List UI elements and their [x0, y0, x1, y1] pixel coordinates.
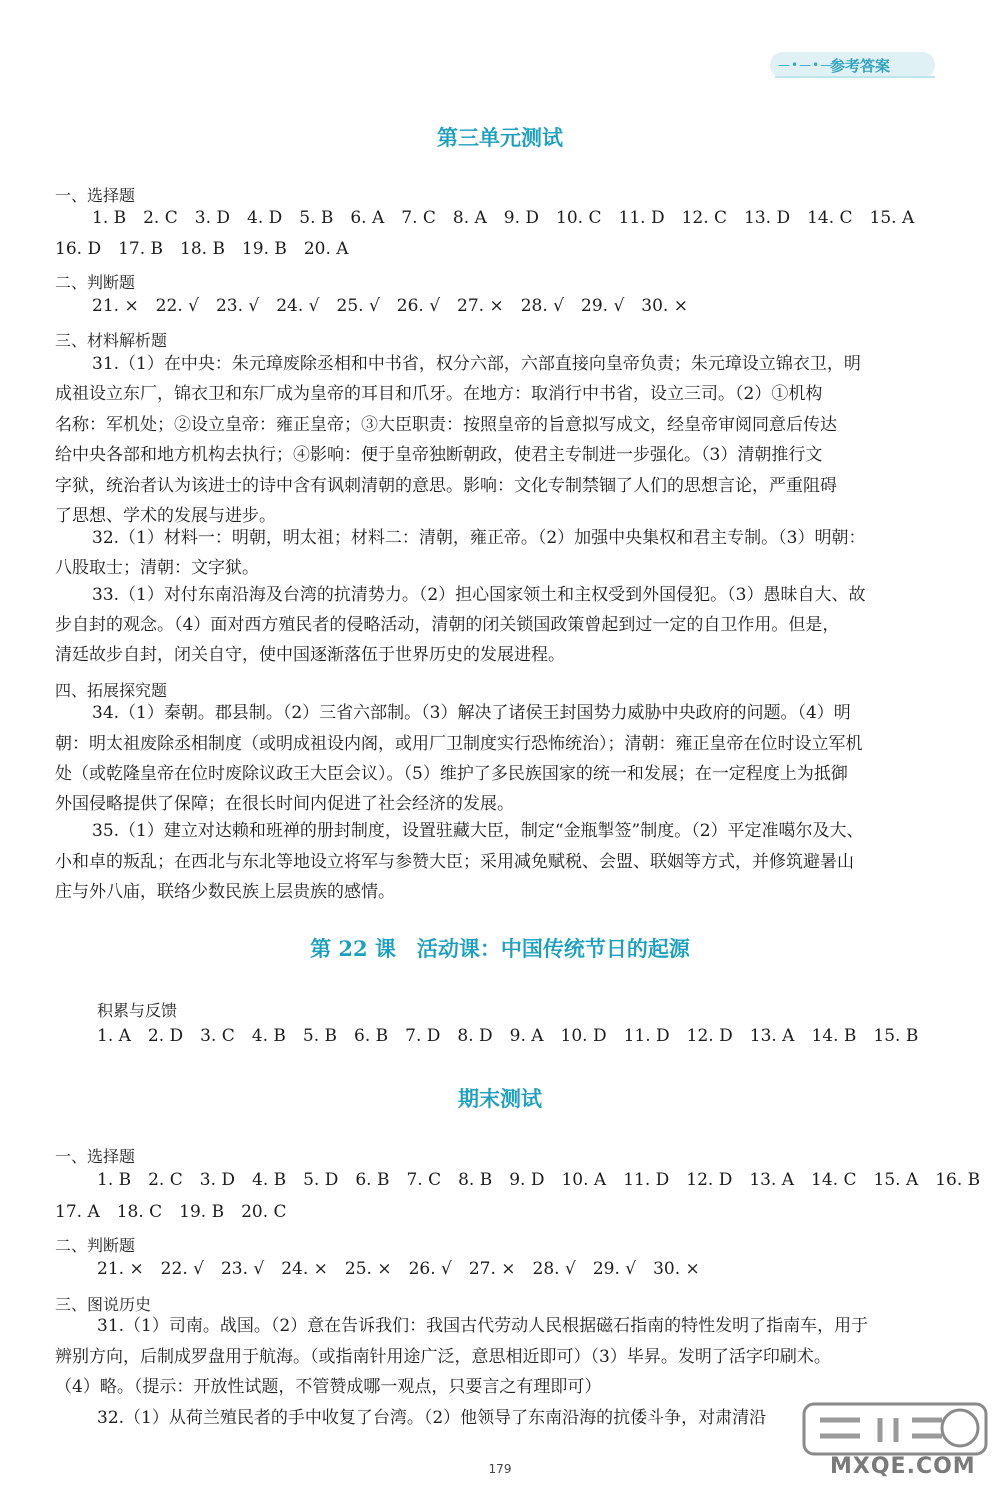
- q31-line: 给中央各部和地方机构去执行；④影响：便于皇帝独断朝政，使君主专制进一步强化。（3）清朝推行文: [55, 445, 823, 465]
- unit3-choice-answers-2: 16. D 17. B 18. B 19. B 20. A: [55, 239, 349, 259]
- final-choice-answers-2: 17. A 18. C 19. B 20. C: [55, 1202, 287, 1222]
- unit3-judge-answers: 21. × 22. √ 23. √ 24. √ 25. √ 26. √ 27. × 28. √ 29. √ 30. ×: [92, 296, 688, 316]
- unit3-judge-heading: 二、判断题: [55, 273, 136, 292]
- unit3-choice-answers-1: 1. B 2. C 3. D 4. D 5. B 6. A 7. C 8. A 9. D 10. C 11. D 12. C 13. D 14. C 15. A: [92, 208, 915, 228]
- answer-key-badge: [770, 52, 935, 78]
- q31-line: 成祖设立东厂，锦衣卫和东厂成为皇帝的耳目和爪牙。在地方：取消行中书省，设立三司。（2）①机构: [55, 384, 823, 404]
- watermark-site-text: MXQE.COM: [830, 1454, 976, 1479]
- q31-line: 31.（1）在中央：朱元璋废除丞相和中书省，权分六部，六部直接向皇帝负责；朱元璋设立锦衣卫，明: [92, 354, 861, 374]
- q34-line: 朝：明太祖废除丞相制度（或明成祖设内阁，或用厂卫制度实行恐怖统治）；清朝：雍正皇帝在位时设立军机: [55, 734, 863, 754]
- unit3-choice-heading: 一、选择题: [55, 186, 136, 205]
- lesson22-sub-heading: 积累与反馈: [97, 1001, 178, 1020]
- final-choice-heading: 一、选择题: [55, 1147, 136, 1166]
- q33-line: 33.（1）对付东南沿海及台湾的抗清势力。（2）担心国家领土和主权受到外国侵犯。（3）愚昧自大、故: [92, 585, 866, 605]
- lesson22-answers: 1. A 2. D 3. C 4. B 5. B 6. B 7. D 8. D 9. A 10. D 11. D 12. D 13. A 14. B 15. B: [97, 1026, 919, 1046]
- lesson22-title: 第 22 课 活动课：中国传统节日的起源: [310, 936, 690, 961]
- final-judge-answers: 21. × 22. √ 23. √ 24. × 25. × 26. √ 27. × 28. √ 29. √ 30. ×: [97, 1259, 700, 1279]
- header-rule: [775, 76, 935, 78]
- q34-line: 34.（1）秦朝。郡县制。（2）三省六部制。（3）解决了诸侯王封国势力威胁中央政府的问题。（4）明: [92, 703, 851, 723]
- q33-line: 清廷故步自封，闭关自守，使中国逐渐落伍于世界历史的发展进程。: [55, 645, 565, 665]
- final-judge-heading: 二、判断题: [55, 1236, 136, 1255]
- final-q31-line: 辨别方向，后制成罗盘用于航海。（或指南针用途广泛，意思相近即可）（3）毕昇。发明了活字印刷术。: [55, 1347, 831, 1367]
- page-number: 179: [488, 1462, 512, 1476]
- q35-line: 小和卓的叛乱；在西北与东北等地设立将军与参赞大臣；采用减免赋税、会盟、联姻等方式，并修筑避暑山: [55, 852, 854, 872]
- q31-line: 字狱，统治者认为该进士的诗中含有讽刺清朝的意思。影响：文化专制禁锢了人们的思想言论，严重阻碍: [55, 476, 837, 496]
- q32-line: 32.（1）材料一：明朝，明太祖；材料二：清朝，雍正帝。（2）加强中央集权和君主专制。（3）明朝：: [92, 528, 866, 548]
- q35-line: 35.（1）建立对达赖和班禅的册封制度，设置驻藏大臣，制定“金瓶掣签”制度。（2）平定准噶尔及大、: [92, 821, 864, 841]
- badge-decoration: —•—•—: [778, 58, 834, 72]
- q32-line: 八股取士；清朝：文字狱。: [55, 558, 259, 578]
- q35-line: 庄与外八庙，联络少数民族上层贵族的感情。: [55, 882, 395, 902]
- final-choice-answers-1: 1. B 2. C 3. D 4. B 5. D 6. B 7. C 8. B 9. D 10. A 11. D 12. D 13. A 14. C 15. A 16. B: [97, 1170, 981, 1190]
- final-q31-line: 31.（1）司南。战国。（2）意在告诉我们：我国古代劳动人民根据磁石指南的特性发明了指南车，用于: [97, 1316, 869, 1336]
- final-title: 期末测试: [458, 1086, 542, 1111]
- final-picture-heading: 三、图说历史: [55, 1295, 152, 1314]
- q33-line: 步自封的观念。（4）面对西方殖民者的侵略活动，清朝的闭关锁国政策曾起到过一定的自卫作用。但是，: [55, 615, 840, 635]
- unit3-title: 第三单元测试: [437, 125, 563, 150]
- q34-line: 外国侵略提供了保障；在很长时间内促进了社会经济的发展。: [55, 794, 514, 814]
- badge-label: 参考答案: [830, 57, 891, 75]
- q34-line: 处（或乾隆皇帝在位时废除议政王大臣会议）。（5）维护了多民族国家的统一和发展；在一定程度上为抵御: [55, 764, 848, 784]
- unit3-material-heading: 三、材料解析题: [55, 331, 168, 350]
- q31-line: 了思想、学术的发展与进步。: [55, 506, 276, 526]
- q31-line: 名称：军机处；②设立皇帝：雍正皇帝；③大臣职责：按照皇帝的旨意拟写成文，经皇帝审阅同意后传达: [55, 415, 837, 435]
- final-q32-line: 32.（1）从荷兰殖民者的手中收复了台湾。（2）他领导了东南沿海的抗倭斗争，对肃清沿: [97, 1408, 767, 1428]
- final-q31-line: （4）略。（提示：开放性试题，不管赞成哪一观点，只要言之有理即可）: [55, 1377, 602, 1397]
- unit3-explore-heading: 四、拓展探究题: [55, 681, 168, 700]
